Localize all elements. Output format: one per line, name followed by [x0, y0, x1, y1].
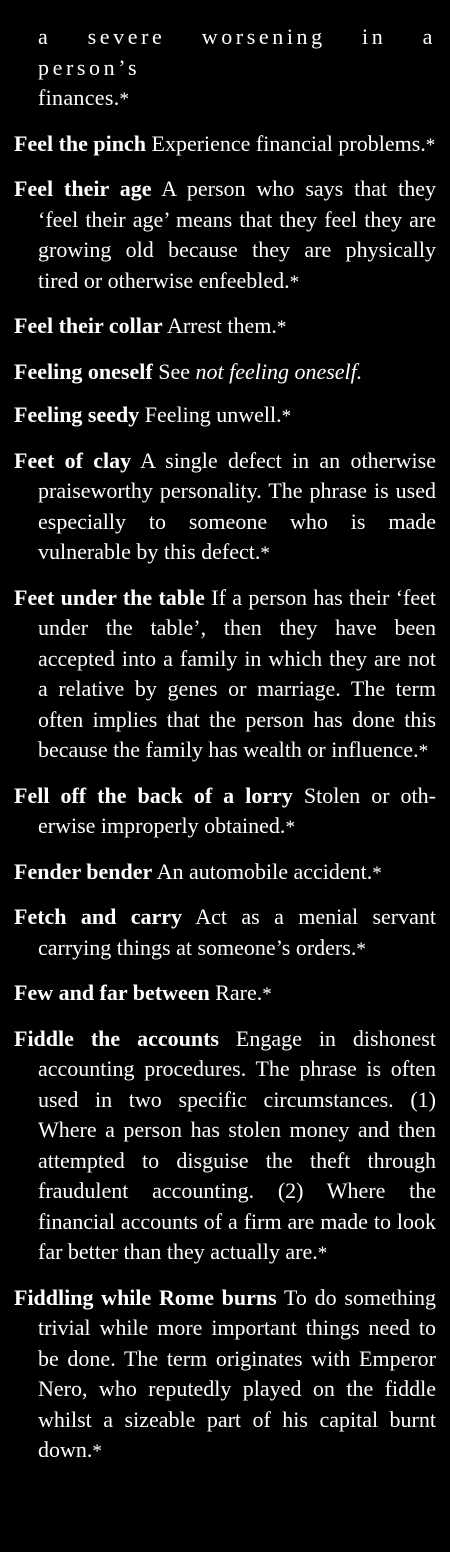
star-marker: * [285, 817, 295, 838]
star-marker: * [262, 984, 272, 1005]
headword: Feet under the table [14, 584, 205, 610]
definition: Act as a menial servant carrying things at someone’s orders. [38, 904, 436, 960]
star-marker: * [317, 1243, 328, 1264]
star-marker: * [92, 1441, 102, 1462]
star-marker: * [289, 271, 300, 293]
continued-entry [14, 22, 436, 116]
headword: Fiddling while Rome burns [14, 1284, 277, 1310]
entry-fender-bender [14, 857, 436, 890]
entry-feet-of-clay [14, 446, 436, 570]
star-marker: * [356, 938, 366, 960]
headword: Few and far between [14, 980, 210, 1005]
definition: Engage in dishonest accounting procedures. The phrase is often used in two specific circumstances. (1) Where a person has stolen money and then attempted to disguise the theft through fraudulent accounting. (2) Where the financial accounts of a firm are made to look far better than they actually are. [38, 1025, 436, 1264]
definition: An automobile accident. [156, 858, 373, 884]
headword: Fiddle the accounts [14, 1025, 219, 1051]
star-marker: * [260, 543, 270, 564]
entry-feet-under-the-table [14, 583, 436, 768]
definition: A person who says that they ‘feel their age’ means that they feel they are growing old because they are physically tired or otherwise enfeebled. [38, 176, 436, 293]
star-marker: * [119, 89, 130, 110]
entry-few-and-far-between [14, 978, 436, 1011]
headword: Feel their age [14, 176, 152, 201]
star-marker: * [281, 406, 292, 427]
headword: Fell off the back of a lorry [14, 782, 293, 808]
definition: Experience financial problems. [151, 130, 426, 156]
continued-line-1: a severe worsening in a person’s [38, 24, 436, 80]
entry-feel-the-pinch [14, 129, 436, 162]
continued-line-2: finances. [38, 85, 120, 110]
entry-fetch-and-carry [14, 902, 436, 965]
definition: Feeling unwell. [144, 402, 282, 427]
definition: Rare. [215, 980, 263, 1005]
entry-fell-off-the-back-of-a-lorry [14, 781, 436, 844]
headword: Feet of clay [14, 447, 132, 473]
headword: Feeling seedy [14, 402, 140, 427]
headword: Feel the pinch [14, 130, 146, 156]
star-marker: * [425, 134, 436, 156]
entry-fiddle-the-accounts [14, 1024, 436, 1270]
definition: To do something trivial while more important things need to be done. The term originates with Emperor Nero, who reputedly played on the fiddle whilst a sizeable part of his capital burnt down. [38, 1284, 436, 1462]
entry-feel-their-collar [14, 311, 436, 344]
cross-reference: not feeling oneself. [195, 358, 363, 384]
headword: Fender bender [14, 858, 153, 884]
definition: See [158, 358, 190, 384]
star-marker: * [418, 741, 429, 762]
entry-feel-their-age [14, 174, 436, 298]
definition: Stolen or otherwise improperly obtained. [38, 782, 436, 838]
entry-fiddling-while-rome-burns [14, 1283, 436, 1468]
entry-feeling-seedy [14, 400, 436, 433]
definition: Arrest them. [166, 313, 277, 338]
star-marker: * [372, 862, 382, 884]
star-marker: * [276, 317, 287, 338]
entry-feeling-oneself [14, 357, 436, 388]
definition: If a person has their ‘feet under the table’, then they have been accepted into a family in which they are not a relative by genes or marriage. The term often implies that the person has done this because the family has wealth or influence. [38, 584, 436, 762]
headword: Feeling oneself [14, 358, 153, 384]
definition: A single defect in an otherwise praiseworthy personality. The phrase is used especially to someone who is made vulnerable by this defect. [38, 447, 436, 564]
headword: Fetch and carry [14, 904, 183, 929]
headword: Feel their collar [14, 313, 163, 338]
